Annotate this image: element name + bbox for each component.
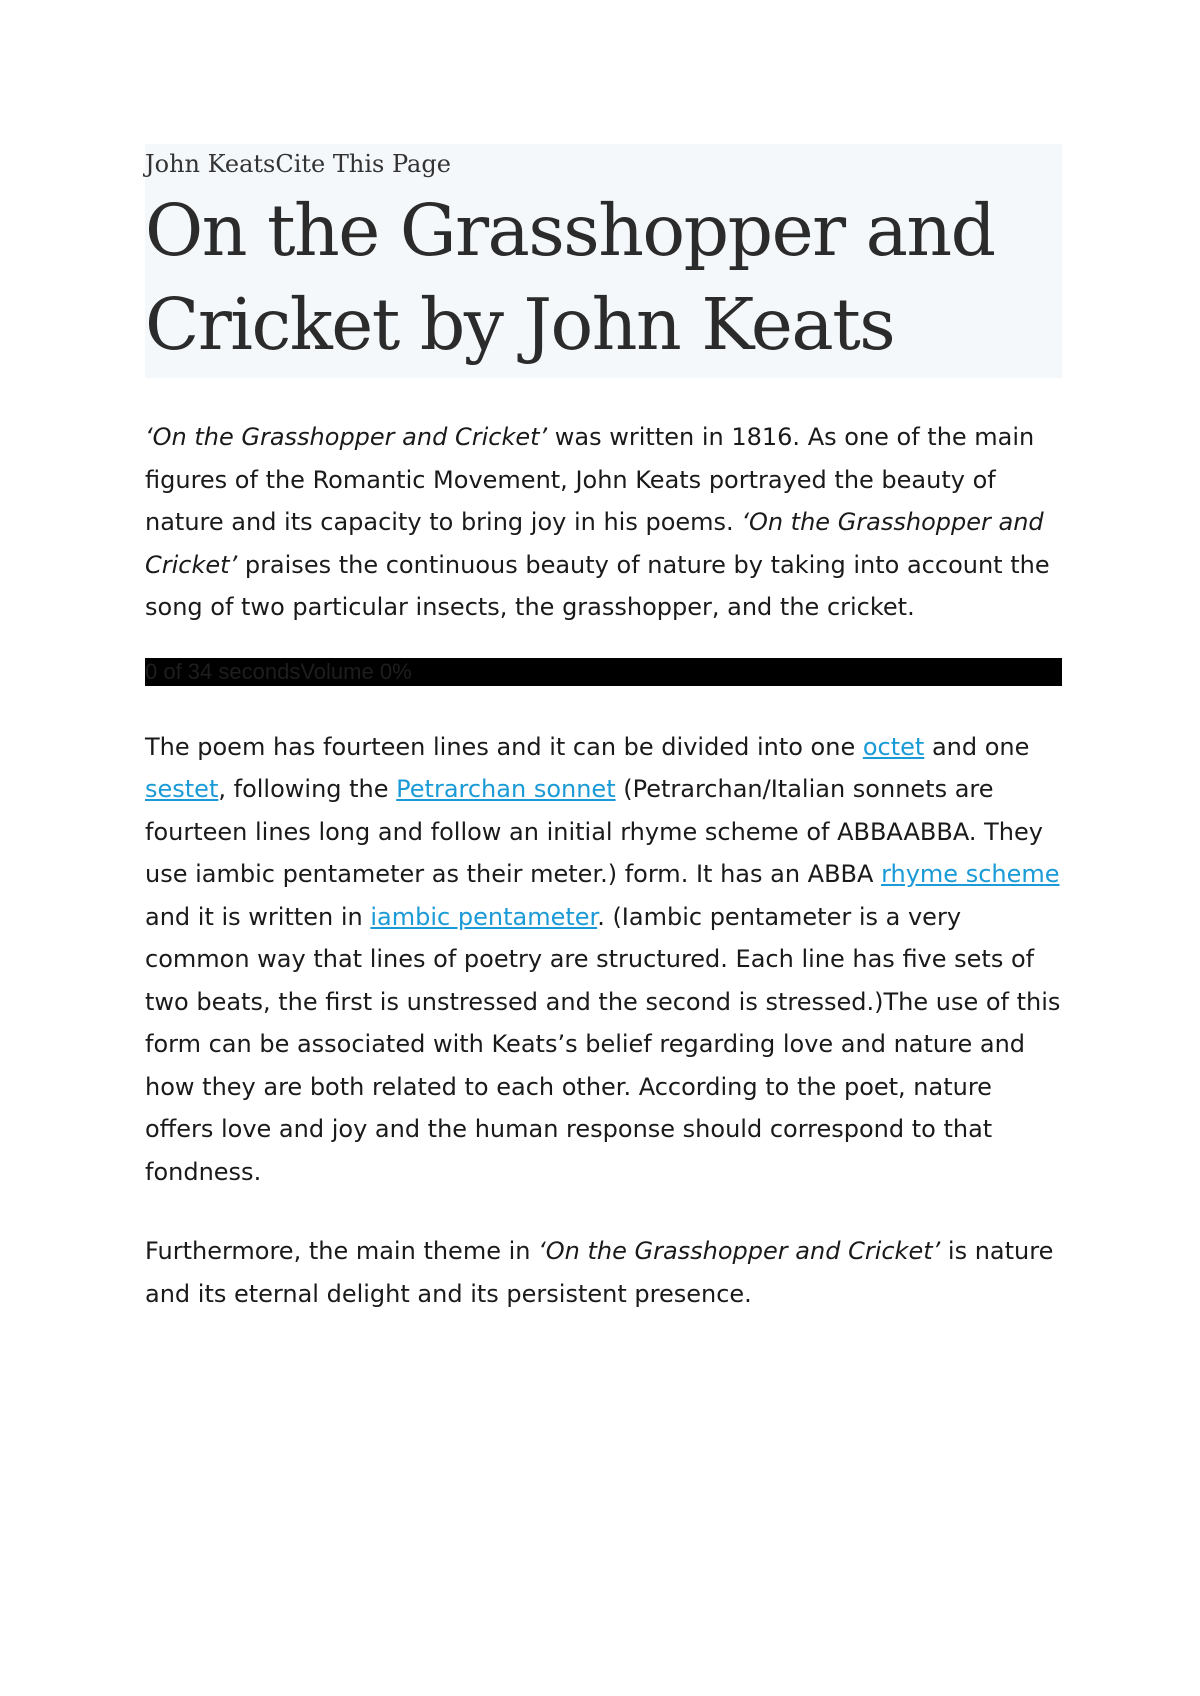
poem-title: ‘On the Grasshopper and Cricket’ [145,508,1044,579]
video-player[interactable] [145,658,1062,686]
theme-paragraph [145,1230,1062,1315]
form-text: (Petrarchan/Italian sonnets are fourteen lines long and follow an initial rhyme scheme of ABBAABBA. They use iambic pentameter as their meter.) form. It has an ABBA [145,775,1043,888]
theme-text: Furthermore, the main theme in [145,1237,539,1265]
form-text: . (Iambic pentameter is a very common way that lines of poetry are structured. Each line has five sets of two beats, the first is unstressed and the second is stressed.)The use of this form can be associated with Keats’s belief regarding love and nature and how they are both related to each other. According to the poet, nature offers love and joy and the human response should correspond to that fondness. [145,902,1061,1186]
form-text: The poem has fourteen lines and it can be divided into one [145,732,863,761]
article [145,144,1062,1315]
byline [145,144,1062,182]
intro-text-1: was written in 1816. As one of the main figures of the Romantic Movement, John Keats portrayed the beauty of nature and its capacity to bring joy in his poems. [145,423,1035,536]
article-header [145,144,1062,378]
author-link[interactable]: John Keats [145,150,276,178]
video-volume[interactable]: Volume 0% [300,658,412,684]
form-text: , following the [218,775,397,803]
intro-paragraph [145,416,1062,629]
form-text: and one [924,732,1030,761]
intro-text-2: praises the continuous beauty of nature by taking into account the song of two particular insects, the grasshopper, and the cricket. [145,550,1050,621]
cite-this-page-link[interactable]: Cite This Page [275,150,451,178]
petrarchan-sonnet-link[interactable]: Petrarchan sonnet [396,775,616,803]
theme-text: is nature and its eternal delight and its persistent presence. [145,1237,1054,1308]
video-progress: 0 of 34 seconds [145,658,301,684]
poem-title: ‘On the Grasshopper and Cricket’ [145,423,548,451]
sestet-link[interactable]: sestet [145,775,219,803]
iambic-pentameter-link[interactable]: iambic pentameter [370,902,598,931]
page-title: On the Grasshopper and Cricket by John Keats [145,189,995,366]
form-paragraph [145,726,1062,1194]
poem-title: ‘On the Grasshopper and Cricket’ [538,1237,941,1265]
octet-link[interactable]: octet [862,732,925,761]
rhyme-scheme-link[interactable]: rhyme scheme [881,860,1060,888]
form-text: and it is written in [145,902,371,931]
